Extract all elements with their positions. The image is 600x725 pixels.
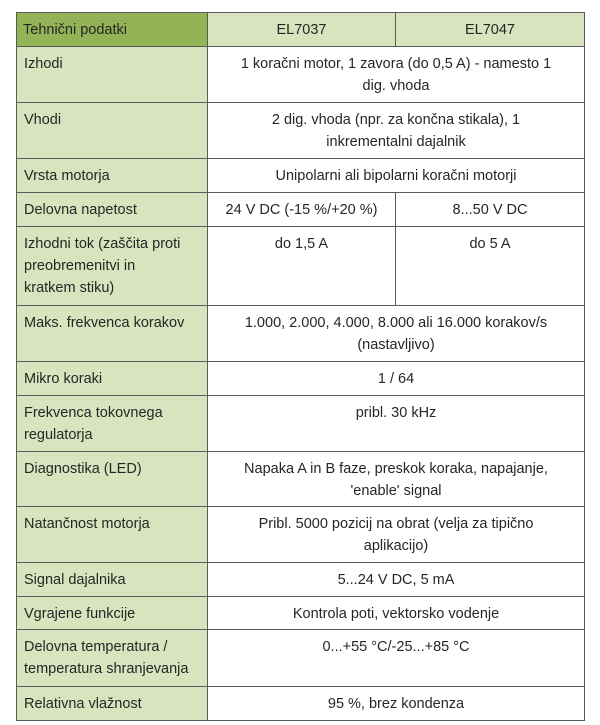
row-value-shared-cell xyxy=(208,159,585,193)
technical-data-table xyxy=(16,12,585,721)
row-label-line: preobremenitvi in xyxy=(24,258,136,274)
row-label-line: Izhodi xyxy=(24,56,63,72)
row-label-cell xyxy=(17,103,208,159)
row-label-line: Diagnostika (LED) xyxy=(24,461,142,477)
value-line: 1 / 64 xyxy=(377,371,415,387)
value-line: aplikacijo) xyxy=(363,538,429,554)
row-label-line: Relativna vlažnost xyxy=(24,696,142,712)
table-row-diagnostika-led xyxy=(17,452,585,507)
table-row-relativna-vlaznost xyxy=(17,687,585,721)
row-label-cell xyxy=(17,507,208,563)
row-label-cell xyxy=(17,597,208,630)
value-line: pribl. 30 kHz xyxy=(355,405,437,421)
header-el7037-cell: EL7037 xyxy=(208,13,396,47)
value-line: inkrementalni dajalnik xyxy=(326,134,466,150)
row-label-cell xyxy=(17,362,208,396)
row-label-cell xyxy=(17,193,208,227)
row-value-shared-cell xyxy=(208,597,585,630)
row-value-shared-cell xyxy=(208,362,585,396)
row-value-shared-cell xyxy=(208,396,585,452)
table-row-vrsta-motorja xyxy=(17,159,585,193)
row-label-line: Vrsta motorja xyxy=(24,168,110,184)
row-label-line: Vhodi xyxy=(24,112,62,128)
row-value-shared-cell xyxy=(208,687,585,721)
row-label-line: Frekvenca tokovnega xyxy=(24,405,163,421)
row-label-line: Mikro koraki xyxy=(24,371,103,387)
table-row-frekvenca-tokovnega-regulatorja xyxy=(17,396,585,452)
table-row-natancnost-motorja xyxy=(17,507,585,563)
row-value-el7037-cell xyxy=(208,193,396,227)
value-line: Pribl. 5000 pozicij na obrat (velja za tipično xyxy=(258,516,534,532)
value-line: 0...+55 °C/-25...+85 °C xyxy=(322,639,470,655)
value-line: 1.000, 2.000, 4.000, 8.000 ali 16.000 korakov/s xyxy=(244,315,548,331)
header-label-cell: Tehnični podatki xyxy=(17,13,208,47)
row-value-shared-cell xyxy=(208,507,585,563)
row-label-cell xyxy=(17,306,208,362)
value-line: dig. vhoda xyxy=(362,78,430,94)
value-line: 24 V DC (-15 %/+20 %) xyxy=(225,202,378,218)
row-value-el7037-cell xyxy=(208,227,396,306)
row-value-shared-cell xyxy=(208,630,585,687)
value-line: do 1,5 A xyxy=(274,236,329,252)
row-label-line: Maks. frekvenca korakov xyxy=(24,315,185,331)
row-label-line: temperatura shranjevanja xyxy=(24,661,189,677)
row-label-line: kratkem stiku) xyxy=(24,280,115,296)
table-row-mikro-koraki xyxy=(17,362,585,396)
row-value-el7047-cell xyxy=(396,193,585,227)
table-header-row xyxy=(17,13,585,47)
table-row-izhodni-tok-zascita-proti-preobremenitvi-in-kratkem-stiku xyxy=(17,227,585,306)
row-label-cell xyxy=(17,159,208,193)
row-label-cell xyxy=(17,563,208,597)
table-row-delovna-temperatura-temperatura-shranjevanja xyxy=(17,630,585,687)
value-line: 1 koračni motor, 1 zavora (do 0,5 A) - namesto 1 xyxy=(240,56,552,72)
row-label-cell xyxy=(17,687,208,721)
value-line: 'enable' signal xyxy=(350,483,442,499)
row-label-cell xyxy=(17,47,208,103)
header-el7047-cell: EL7047 xyxy=(396,13,585,47)
row-label-line: Delovna temperatura / xyxy=(24,639,168,655)
value-line: 2 dig. vhoda (npr. za končna stikala), 1 xyxy=(271,112,521,128)
table-row-maks-frekvenca-korakov xyxy=(17,306,585,362)
row-value-shared-cell xyxy=(208,47,585,103)
row-label-line: Signal dajalnika xyxy=(24,572,126,588)
value-line: Unipolarni ali bipolarni koračni motorji xyxy=(275,168,517,184)
row-value-shared-cell xyxy=(208,306,585,362)
value-line: 95 %, brez kondenza xyxy=(327,696,465,712)
row-label-line: Natančnost motorja xyxy=(24,516,150,532)
row-value-shared-cell xyxy=(208,103,585,159)
value-line: Kontrola poti, vektorsko vodenje xyxy=(292,606,500,622)
table-row-signal-dajalnika xyxy=(17,563,585,597)
row-label-cell xyxy=(17,396,208,452)
value-line: 8...50 V DC xyxy=(452,202,528,218)
row-label-line: Izhodni tok (zaščita proti xyxy=(24,236,181,252)
row-label-cell xyxy=(17,452,208,507)
row-value-el7047-cell xyxy=(396,227,585,306)
table-row-delovna-napetost xyxy=(17,193,585,227)
table-row-vgrajene-funkcije xyxy=(17,597,585,630)
row-value-shared-cell xyxy=(208,563,585,597)
row-value-shared-cell xyxy=(208,452,585,507)
value-line: 5...24 V DC, 5 mA xyxy=(337,572,455,588)
value-line: do 5 A xyxy=(469,236,511,252)
row-label-line: Delovna napetost xyxy=(24,202,137,218)
row-label-line: regulatorja xyxy=(24,427,93,443)
row-label-cell xyxy=(17,630,208,687)
table-row-izhodi xyxy=(17,47,585,103)
value-line: (nastavljivo) xyxy=(357,337,435,353)
row-label-cell xyxy=(17,227,208,306)
row-label-line: Vgrajene funkcije xyxy=(24,606,136,622)
value-line: Napaka A in B faze, preskok koraka, napajanje, xyxy=(244,461,548,477)
table-row-vhodi xyxy=(17,103,585,159)
